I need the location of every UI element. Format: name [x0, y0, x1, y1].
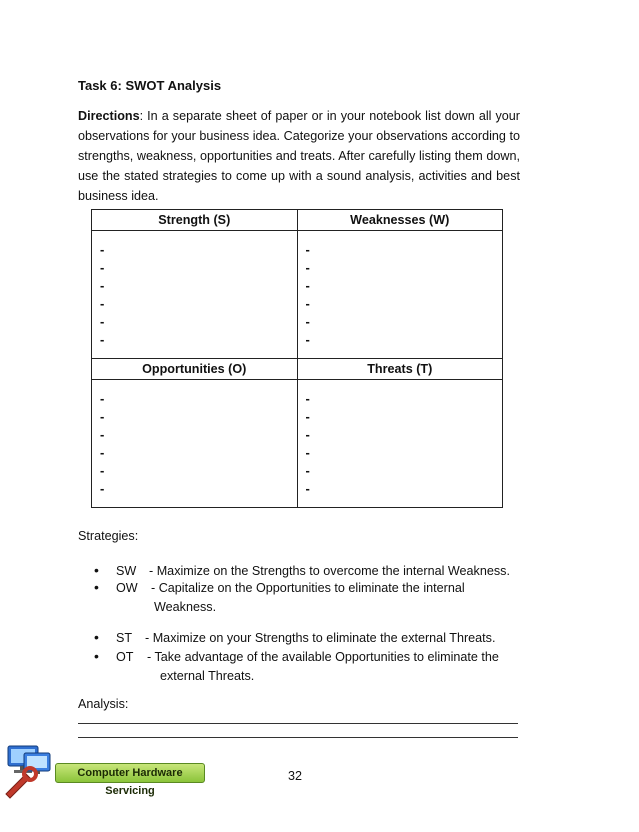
strength-header: Strength (S): [92, 210, 298, 231]
threats-item: -: [305, 391, 310, 406]
opportunities-item: -: [100, 481, 105, 496]
strength-item: -: [100, 314, 105, 329]
analysis-answer-line: [78, 723, 518, 724]
strength-cell: [92, 231, 298, 359]
strength-item: -: [100, 260, 105, 275]
swot-table: [91, 209, 503, 508]
opportunities-item: -: [100, 445, 105, 460]
opportunities-item: -: [100, 391, 105, 406]
strategy-text: - Maximize on the Strengths to overcome the internal Weakness.: [149, 564, 510, 578]
opportunities-cell: [92, 380, 298, 508]
threats-list: [298, 380, 503, 507]
strategy-text-continued: external Threats.: [160, 669, 255, 683]
threats-header: Threats (T): [297, 359, 503, 380]
opportunities-list: [92, 380, 297, 507]
bullet-icon: •: [94, 562, 99, 578]
strategy-code: SW: [116, 564, 137, 578]
directions-label: Directions: [78, 109, 140, 123]
bullet-icon: •: [94, 579, 99, 595]
directions-text: : In a separate sheet of paper or in your notebook list down all your observations for your business idea. Categorize your observations according to strengths, weakness, opportunities and treats. After carefully listing them down, use the stated strategies to come up with a sound analysis, activities and best business idea.: [78, 109, 520, 203]
threats-item: -: [305, 481, 310, 496]
bullet-icon: •: [94, 648, 99, 664]
weakness-item: -: [305, 314, 310, 329]
strength-list: [92, 231, 297, 358]
task-title: Task 6: SWOT Analysis: [78, 78, 222, 93]
weakness-cell: [297, 231, 503, 359]
opportunities-item: -: [100, 409, 105, 424]
threats-cell: [297, 380, 503, 508]
weakness-item: -: [305, 332, 310, 347]
course-badge: Computer Hardware Servicing: [55, 763, 205, 783]
weakness-header: Weaknesses (W): [297, 210, 503, 231]
threats-item: -: [305, 427, 310, 442]
weakness-list: [298, 231, 503, 358]
strategies-heading: Strategies:: [78, 529, 139, 543]
strategy-text: - Take advantage of the available Opportunities to eliminate the: [147, 650, 499, 664]
strength-item: -: [100, 332, 105, 347]
page-number: 32: [288, 769, 303, 783]
threats-item: -: [305, 463, 310, 478]
strategy-text: - Maximize on your Strengths to eliminate the external Threats.: [145, 631, 496, 645]
weakness-item: -: [305, 260, 310, 275]
analysis-answer-line: [78, 737, 518, 738]
opportunities-header: Opportunities (O): [92, 359, 298, 380]
strategy-code: ST: [116, 631, 133, 645]
weakness-item: -: [305, 296, 310, 311]
threats-item: -: [305, 445, 310, 460]
strength-item: -: [100, 296, 105, 311]
bullet-icon: •: [94, 629, 99, 645]
strategy-text-continued: Weakness.: [154, 600, 217, 614]
directions-paragraph: [78, 106, 520, 206]
weakness-item: -: [305, 242, 310, 257]
threats-item: -: [305, 409, 310, 424]
opportunities-item: -: [100, 427, 105, 442]
opportunities-item: -: [100, 463, 105, 478]
strategy-code: OT: [116, 650, 134, 664]
strategy-text: - Capitalize on the Opportunities to eliminate the internal: [151, 581, 465, 595]
strength-item: -: [100, 242, 105, 257]
weakness-item: -: [305, 278, 310, 293]
analysis-label: Analysis:: [78, 697, 129, 711]
strength-item: -: [100, 278, 105, 293]
strategy-code: OW: [116, 581, 138, 595]
